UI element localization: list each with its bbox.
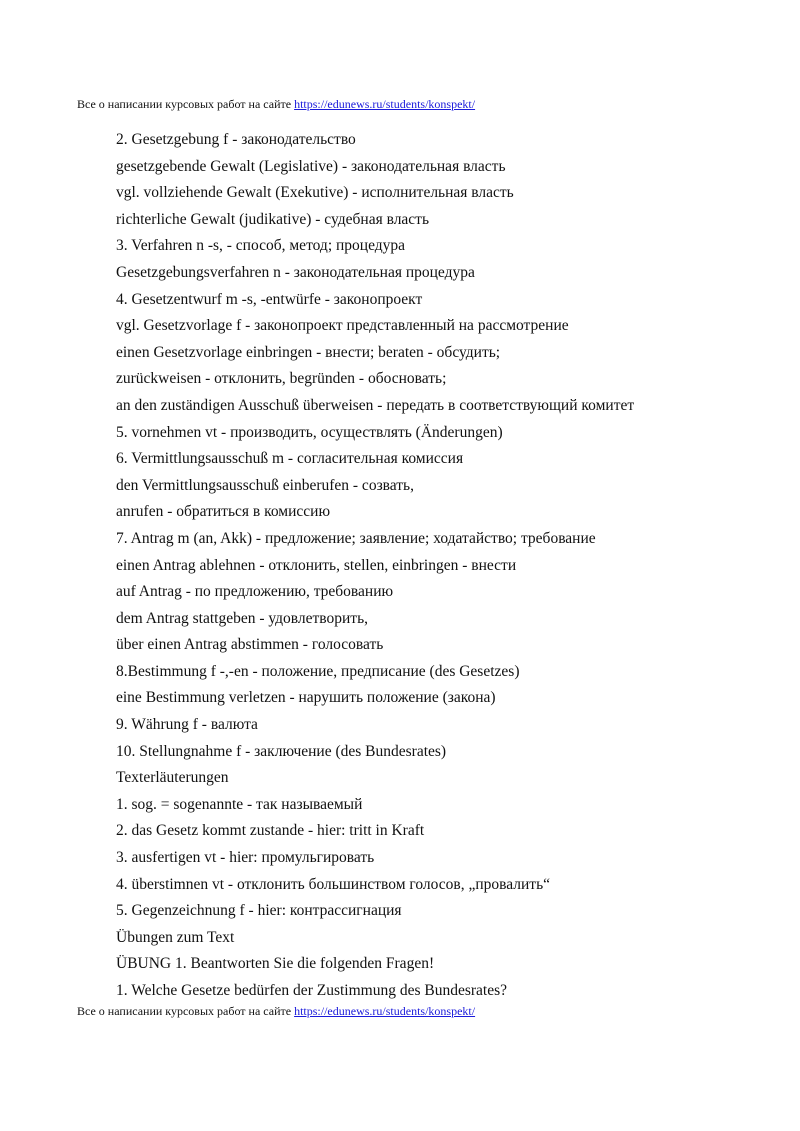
text-line: zurückweisen - отклонить, begründen - обосновать; — [116, 370, 447, 388]
text-line: gesetzgebende Gewalt (Legislative) - законодательная власть — [116, 157, 506, 175]
text-line: 7. Antrag m (an, Akk) - предложение; заявление; ходатайство; требование — [116, 529, 596, 547]
text-line: 1. sog. = sogenannte - так называемый — [116, 795, 363, 813]
text-line: Gesetzgebungsverfahren n - законодательная процедура — [116, 263, 475, 281]
section-heading: Texterläuterungen — [116, 769, 229, 787]
text-line: 3. ausfertigen vt - hier: промульгировать — [116, 849, 375, 867]
page-header — [77, 97, 475, 111]
text-line: über einen Antrag abstimmen - голосовать — [116, 636, 384, 654]
text-line: richterliche Gewalt (judikative) - судебная власть — [116, 210, 430, 228]
text-line: den Vermittlungsausschuß einberufen - созвать, — [116, 476, 414, 494]
text-line: 2. das Gesetz kommt zustande - hier: tritt in Kraft — [116, 822, 425, 840]
text-line: an den zuständigen Ausschuß überweisen - передать в соответствующий комитет — [116, 396, 635, 414]
text-line: 4. überstimnen vt - отклонить большинством голосов, „провалить“ — [116, 875, 551, 893]
text-line: 8.Bestimmung f -,-en - положение, предписание (des Gesetzes) — [116, 662, 520, 680]
document-body — [116, 127, 786, 1005]
page-footer — [77, 1004, 475, 1018]
text-line: 6. Vermittlungsausschuß m - согласительная комиссия — [116, 450, 464, 468]
text-line: 5. Gegenzeichnung f - hier: контрассигнация — [116, 902, 402, 920]
text-line: dem Antrag stattgeben - удовлетворить, — [116, 609, 369, 627]
exercise-heading: ÜBUNG 1. Beantworten Sie die folgenden Fragen! — [116, 955, 435, 973]
footer-link[interactable]: https://edunews.ru/students/konspekt/ — [294, 1004, 476, 1018]
text-line: 4. Gesetzentwurf m -s, -entwürfe - законопроект — [116, 290, 423, 308]
text-line: vgl. vollziehende Gewalt (Exekutive) - исполнительная власть — [116, 184, 514, 202]
text-line: 2. Gesetzgebung f - законодательство — [116, 131, 356, 148]
text-line: auf Antrag - по предложению, требованию — [116, 583, 394, 601]
text-line: vgl. Gesetzvorlage f - законопроект представленный на рассмотрение — [116, 317, 569, 335]
text-line: 10. Stellungnahme f - заключение (des Bundesrates) — [116, 742, 447, 760]
text-line: 3. Verfahren n -s, - способ, метод; процедура — [116, 237, 406, 255]
text-line: anrufen - обратиться в комиссию — [116, 503, 331, 521]
question-line: 1. Welche Gesetze bedürfen der Zustimmung des Bundesrates? — [116, 982, 508, 999]
text-line: 5. vornehmen vt - производить, осуществлять (Änderungen) — [116, 423, 503, 441]
header-text: Все о написании курсовых работ на сайте — [77, 97, 295, 111]
text-line: 9. Währung f - валюта — [116, 716, 258, 734]
footer-text: Все о написании курсовых работ на сайте — [77, 1004, 295, 1018]
section-heading: Übungen zum Text — [116, 928, 235, 946]
text-line: eine Bestimmung verletzen - нарушить положение (закона) — [116, 689, 496, 707]
text-line: einen Antrag ablehnen - отклонить, stellen, einbringen - внести — [116, 556, 517, 574]
header-link[interactable]: https://edunews.ru/students/konspekt/ — [294, 97, 476, 111]
text-line: einen Gesetzvorlage einbringen - внести; beraten - обсудить; — [116, 343, 501, 361]
